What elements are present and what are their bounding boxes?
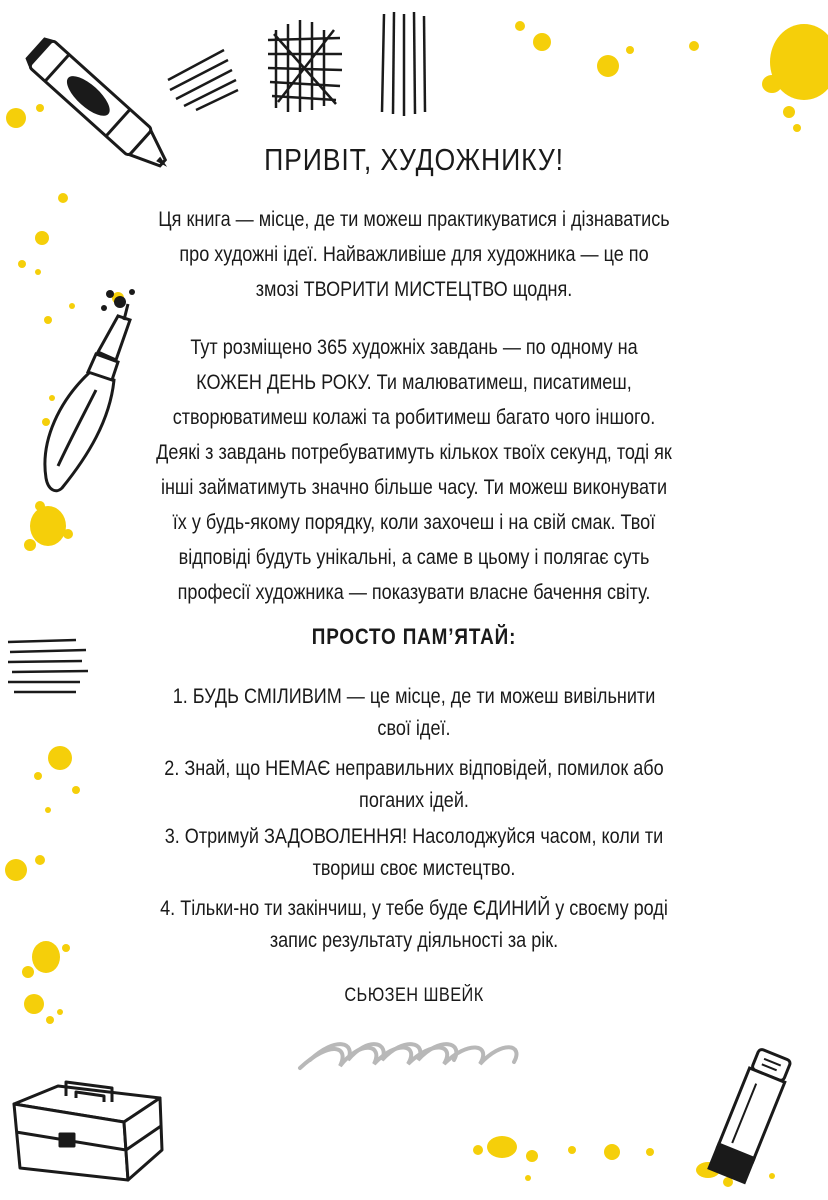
intro-paragraph-2 — [156, 330, 672, 610]
art-box-icon — [14, 1082, 162, 1180]
emphasis-create-art: ТВОРИТИ МИСТЕЦТВО — [303, 278, 508, 301]
intro-text-end: . Ти малюватимеш, писатимеш, створюватимеш колажі та робитимеш багато чого іншого. Деякі з завдань потребуватимуть кількох твоїх секунд, тоді як інші займатимуть значно більше часу. Ти можеш виконувати їх у будь-якому порядку, коли захочеш і на свій смак. Твої відповіді будуть унікальні, а саме в цьому і полягає суть професії художника — показувати власне бачення світу. — [156, 371, 672, 604]
intro-text-start: Ця книга — місце, де ти можеш практикуватися і дізнаватись про художні ідеї. Найважливіше для художника — це по змозі — [158, 208, 670, 301]
tip-text-start: Отримуй — [184, 825, 265, 848]
tip-number: 4. — [160, 897, 176, 920]
tip-item — [156, 681, 672, 745]
fountain-pen-icon — [45, 304, 130, 491]
intro-text-start: Тут розміщено 365 художніх завдань — по одному на — [190, 336, 638, 359]
tip-number: 1. — [172, 685, 188, 708]
page-title: ПРИВІТ, ХУДОЖНИКУ! — [264, 142, 564, 177]
tip-text-end: — це місце, де ти можеш вивільнити свої ідеї. — [341, 685, 656, 740]
tip-text-start: Тільки-но ти закінчиш, у тебе буде — [180, 897, 474, 920]
emphasis-every-day: КОЖЕН ДЕНЬ РОКУ — [196, 371, 367, 394]
hatching-swatch-icon — [168, 12, 425, 116]
tip-number: 3. — [164, 825, 180, 848]
tip-emphasis: ЄДИНИЙ — [473, 897, 551, 920]
tip-text-end: неправильних відповідей, помилок або поганих ідей. — [330, 757, 664, 812]
tip-text-end: ! Насолоджуйся часом, коли ти твориш своє мистецтво. — [312, 825, 664, 880]
tip-number: 2. — [164, 757, 180, 780]
remember-heading: ПРОСТО ПАМ’ЯТАЙ: — [311, 624, 517, 649]
intro-paragraph-1 — [156, 202, 672, 307]
intro-text-end: щодня. — [507, 278, 573, 301]
tip-item — [156, 821, 672, 885]
tip-item — [156, 753, 672, 817]
ink-blot-icon — [101, 289, 135, 311]
tip-text-end: у своєму роді запис результату діяльності за рік. — [269, 897, 668, 952]
glue-stick-icon — [709, 1048, 793, 1183]
author-signature: СЬЮЗЕН ШВЕЙК — [344, 985, 484, 1006]
tip-emphasis: НЕМАЄ — [265, 757, 331, 780]
scribble-icon — [300, 1044, 516, 1068]
tip-emphasis: БУДЬ СМІЛИВИМ — [192, 685, 342, 708]
tip-item — [156, 893, 672, 957]
tip-emphasis: ЗАДОВОЛЕННЯ — [264, 825, 403, 848]
tip-text-start: Знай, що — [184, 757, 266, 780]
